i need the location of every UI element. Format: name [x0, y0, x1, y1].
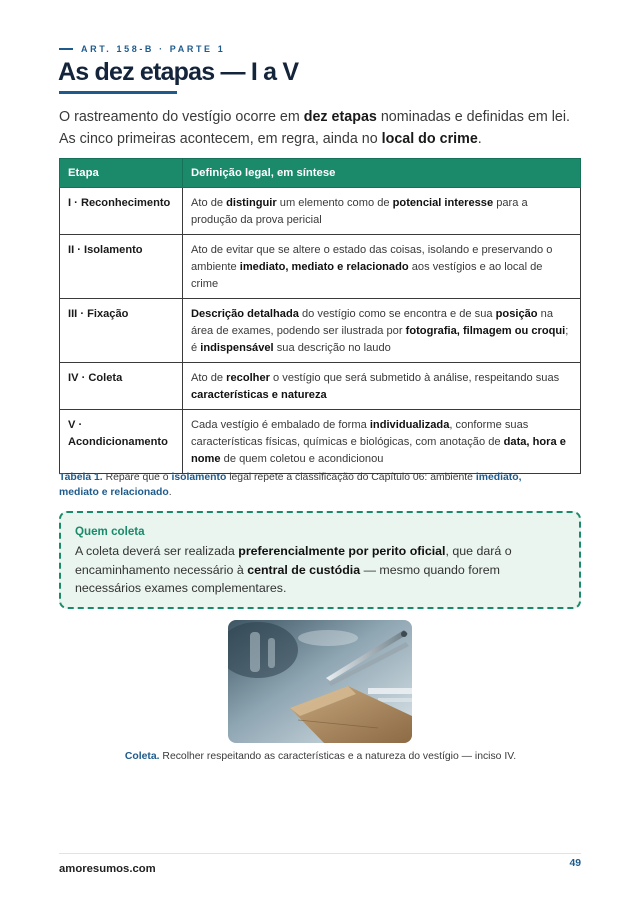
table-row: [60, 235, 581, 299]
etapas-table: [59, 158, 581, 474]
intro-paragraph: O rastreamento do vestígio ocorre em dez etapas nominadas e definidas em lei. As cinco primeiras acontecem, em regra, ainda no local do crime.: [59, 109, 570, 147]
page-number: 49: [569, 858, 581, 869]
footer-site: amoresumos.com: [59, 863, 156, 875]
table-header-row: [60, 159, 581, 188]
table-row: [60, 299, 581, 363]
definicao-cell: Cada vestígio é embalado de forma individualizada, conforme suas características físicas, químicas e biológicas, com anotação de data, hora e nome de quem coletou e acondicionou: [183, 410, 581, 474]
page-title: As dez etapas — I a V: [58, 58, 299, 86]
callout-title: Quem coleta: [75, 525, 145, 538]
evidence-photo: [228, 620, 412, 743]
kicker-text: ART. 158-B · PARTE 1: [81, 44, 226, 54]
table-caption: Tabela 1. Repare que o isolamento legal repete a classificação do Capítulo 06: ambiente imediato, mediato e relacionado.: [59, 472, 522, 498]
column-header-definicao: Definição legal, em síntese: [183, 159, 581, 188]
etapa-cell: V · Acondicionamento: [60, 410, 183, 474]
definicao-cell: Ato de evitar que se altere o estado das coisas, isolando e preservando o ambiente imediato, mediato e relacionado aos vestígios e ao local de crime: [183, 235, 581, 299]
callout-box: [59, 511, 581, 609]
definicao-cell: Ato de recolher o vestígio que será submetido à análise, respeitando suas características e natureza: [183, 363, 581, 410]
definicao-cell: Ato de distinguir um elemento como de potencial interesse para a produção da prova pericial: [183, 188, 581, 235]
callout-body: A coleta deverá ser realizada preferencialmente por perito oficial, que dará o encaminhamento necessário à central de custódia — mesmo quando forem necessários exames complementares.: [75, 544, 512, 595]
section-kicker: [59, 44, 225, 54]
kicker-dash: [59, 48, 73, 50]
etapa-cell: I · Reconhecimento: [60, 188, 183, 235]
table-row: [60, 188, 581, 235]
table-row: [60, 363, 581, 410]
footer-divider: [59, 853, 581, 854]
column-header-etapa: Etapa: [60, 159, 183, 188]
etapa-cell: III · Fixação: [60, 299, 183, 363]
etapa-cell: IV · Coleta: [60, 363, 183, 410]
table-row: [60, 410, 581, 474]
etapa-cell: II · Isolamento: [60, 235, 183, 299]
figure-caption: Coleta. Recolher respeitando as características e a natureza do vestígio — inciso IV.: [124, 751, 517, 762]
title-underline: [59, 91, 177, 94]
definicao-cell: Descrição detalhada do vestígio como se encontra e de sua posição na área de exames, podendo ser ilustrada por fotografia, filmagem ou croqui; é indispensável sua descrição no laudo: [183, 299, 581, 363]
